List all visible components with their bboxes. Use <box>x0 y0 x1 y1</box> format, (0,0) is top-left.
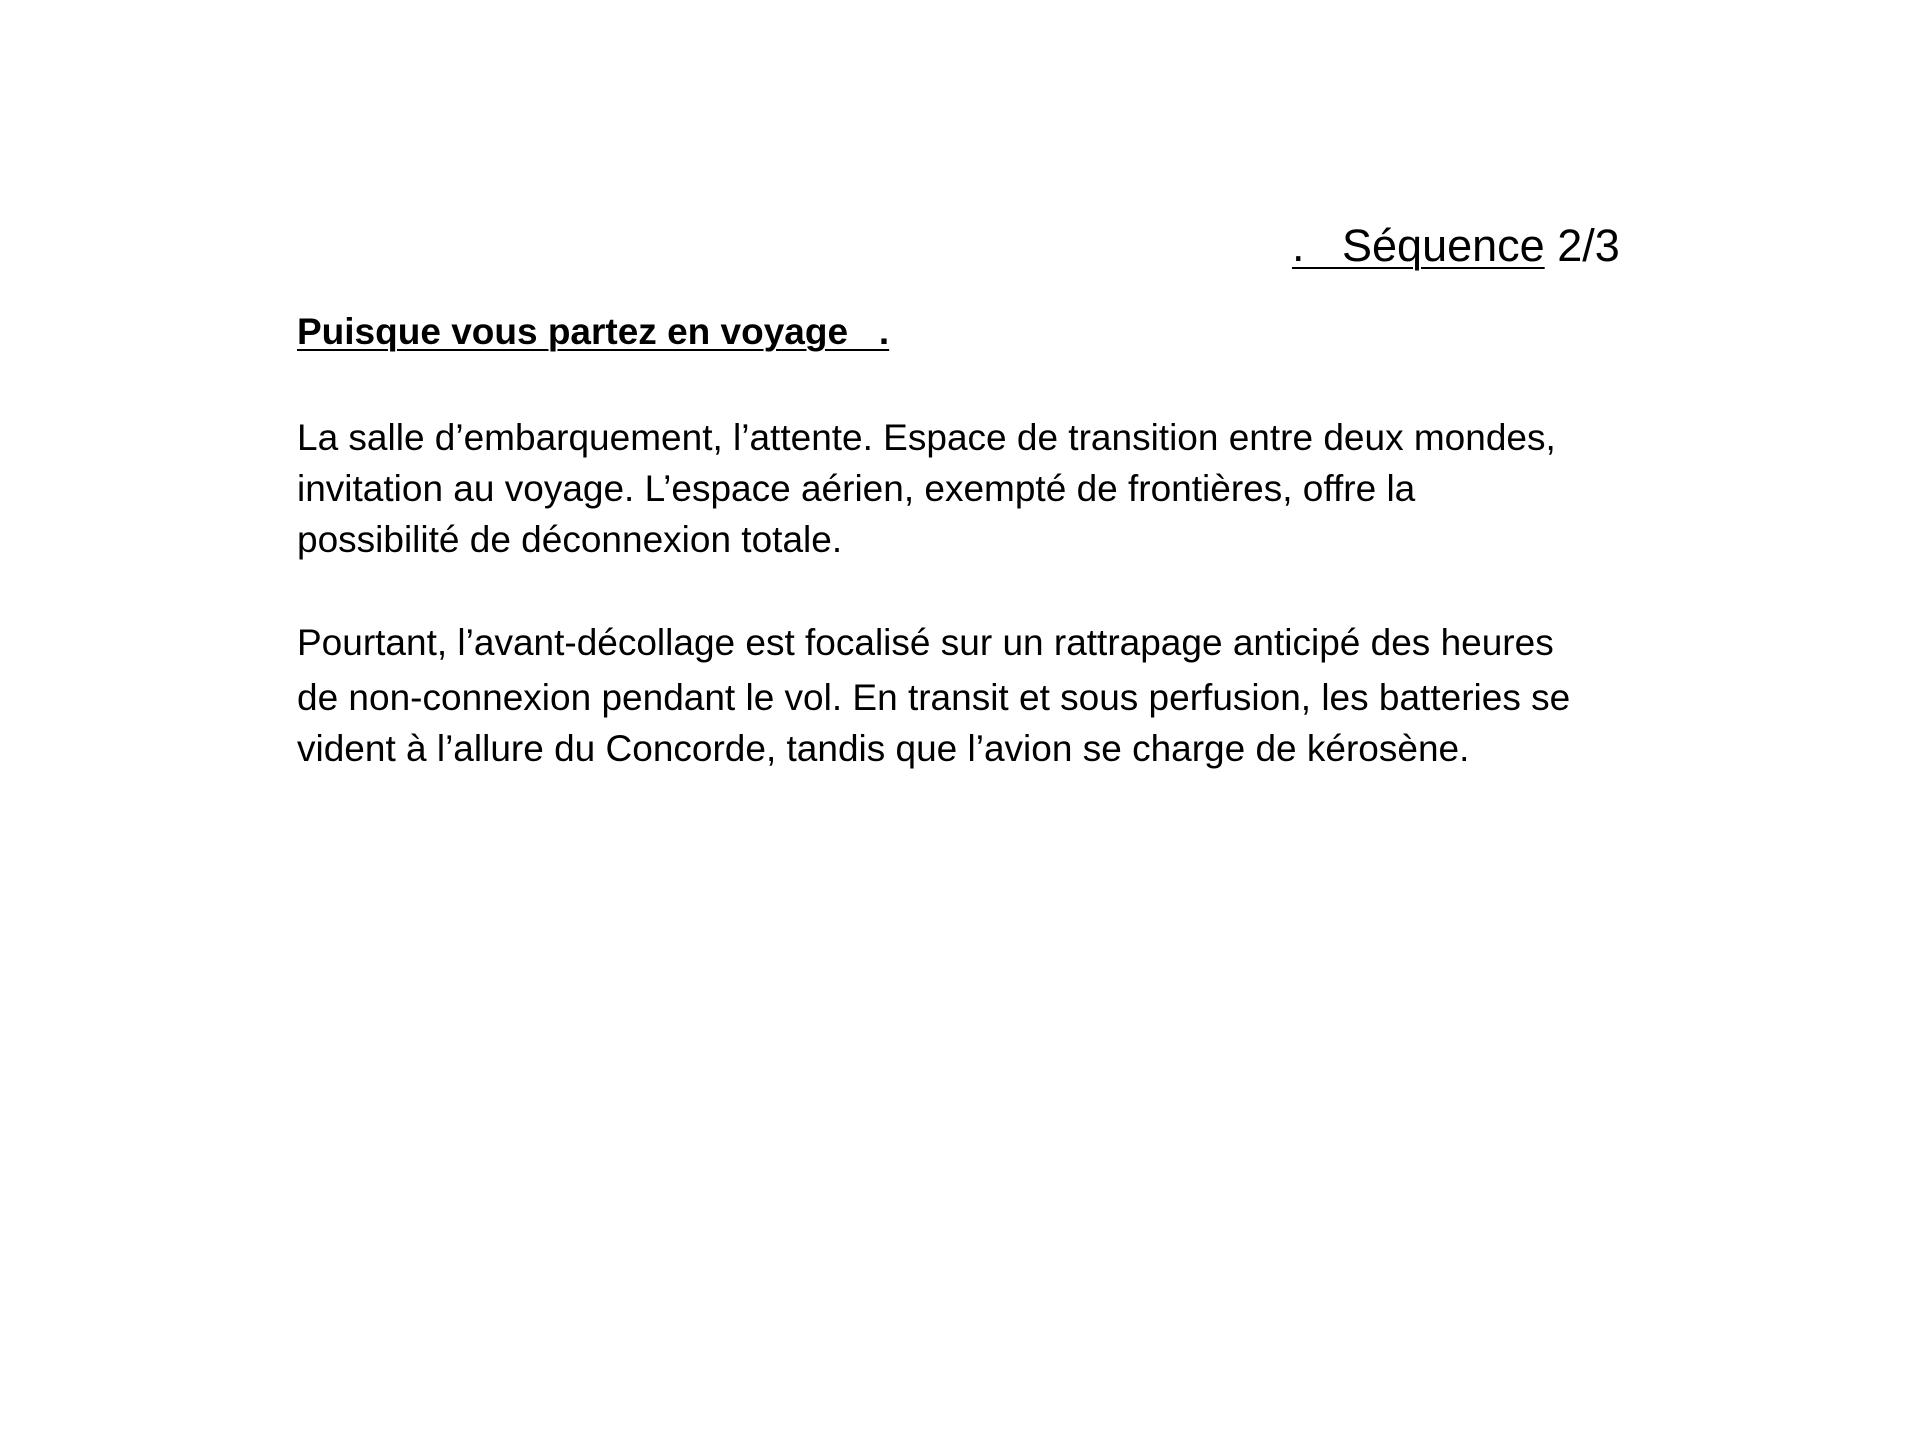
paragraph-line: possibilité de déconnexion totale. <box>297 519 843 560</box>
paragraph-line: invitation au voyage. L’espace aérien, exempté de frontières, offre la <box>297 468 1416 509</box>
sequence-indicator <box>1292 218 1620 274</box>
paragraph-2 <box>297 617 1717 774</box>
paragraph-line: de non-connexion pendant le vol. En transit et sous perfusion, les batteries se <box>297 677 1571 718</box>
paragraph-line: Pourtant, l’avant-décollage est focalisé sur un rattrapage anticipé des heures <box>297 622 1554 663</box>
slide-heading: Puisque vous partez en voyage . <box>297 311 890 352</box>
paragraph-1 <box>297 412 1717 565</box>
sequence-number: 2/3 <box>1544 220 1620 271</box>
paragraph-line: La salle d’embarquement, l’attente. Espace de transition entre deux mondes, <box>297 417 1556 458</box>
paragraph-line: vident à l’allure du Concorde, tandis que l’avion se charge de kérosène. <box>297 728 1470 769</box>
sequence-label: . Séquence <box>1292 220 1545 271</box>
